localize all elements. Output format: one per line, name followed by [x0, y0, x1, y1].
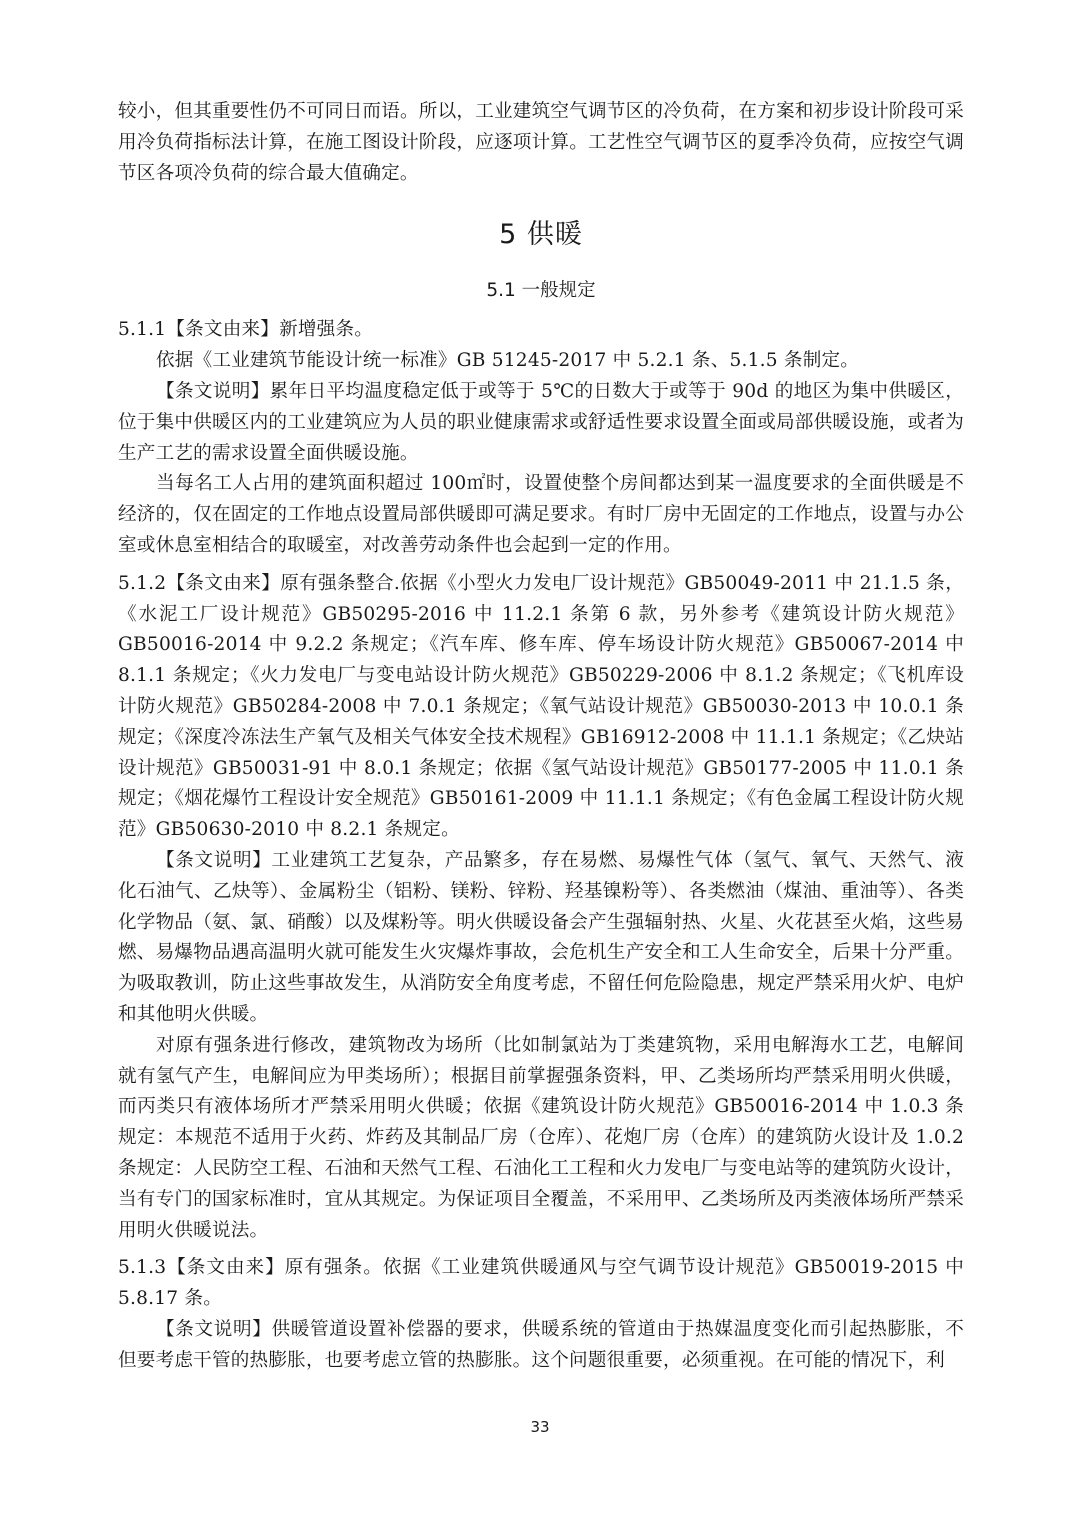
page-body [118, 97, 964, 1376]
clause-5-1-1-explanation: 【条文说明】累年日平均温度稳定低于或等于 5℃的日数大于或等于 90d 的地区为集中供暖区，位于集中供暖区内的工业建筑应为人员的职业健康需求或舒适性要求设置全面或局部供暖设施，或者为生产工艺的需求设置全面供暖设施。 [118, 380, 964, 464]
clause-5-1-3-explanation: 【条文说明】供暖管道设置补偿器的要求，供暖系统的管道由于热媒温度变化而引起热膨胀，不但要考虑干管的热膨胀，也要考虑立管的热膨胀。这个问题很重要，必须重视。在可能的情况下，利 [118, 1318, 964, 1371]
section-title: 5.1 一般规定 [486, 280, 596, 302]
clause-5-1-2-origin: 5.1.2【条文由来】原有强条整合.依据《小型火力发电厂设计规范》GB50049-2011 中 21.1.5 条，《水泥工厂设计规范》GB50295-2016 中 11.2.1 条第 6 款，另外参考《建筑设计防火规范》GB50016-2014 中 9.2.2 条规定；《汽车库、修车库、停车场设计防火规范》GB50067-2014 中 8.1.1 条规定；《火力发电厂与变电站设计防火规范》GB50229-2006 中 8.1.2 条规定；《飞机库设计防火规范》GB50284-2008 中 7.0.1 条规定；《氧气站设计规范》GB50030-2013 中 10.0.1 条规定；《深度冷冻法生产氧气及相关气体安全技术规程》GB16912-2008 中 11.1.1 条规定；《乙炔站设计规范》GB50031-91 中 8.0.1 条规定；依据《氢气站设计规范》GB50177-2005 中 11.0.1 条规定；《烟花爆竹工程设计安全规范》GB50161-2009 中 11.1.1 条规定；《有色金属工程设计防火规范》GB50630-2010 中 8.2.1 条规定。 [118, 572, 964, 841]
continuation-paragraph: 较小，但其重要性仍不可同日而语。所以，工业建筑空气调节区的冷负荷，在方案和初步设计阶段可采用冷负荷指标法计算，在施工图设计阶段，应逐项计算。工艺性空气调节区的夏季冷负荷，应按空气调节区各项冷负荷的综合最大值确定。 [118, 101, 964, 184]
clause-5-1-2-paragraph: 对原有强条进行修改，建筑物改为场所（比如制氯站为丁类建筑物，采用电解海水工艺，电解间就有氢气产生，电解间应为甲类场所）；根据目前掌握强条资料，甲、乙类场所均严禁采用明火供暖，而丙类只有液体场所才严禁采用明火供暖；依据《建筑设计防火规范》GB50016-2014 中 1.0.3 条规定：本规范不适用于火药、炸药及其制品厂房（仓库）、花炮厂房（仓库）的建筑防火设计及 1.0.2 条规定：人民防空工程、石油和天然气工程、石油化工工程和火力发电厂与变电站等的建筑防火设计，当有专门的国家标准时，宜从其规定。为保证项目全覆盖，不采用甲、乙类场所及丙类液体场所严禁采用明火供暖说法。 [118, 1034, 964, 1241]
page-number: 33 [530, 1418, 550, 1436]
clause-5-1-1-paragraph: 当每名工人占用的建筑面积超过 100㎡时，设置使整个房间都达到某一温度要求的全面供暖是不经济的，仅在固定的工作地点设置局部供暖即可满足要求。有时厂房中无固定的工作地点，设置与办公室或休息室相结合的取暖室，对改善劳动条件也会起到一定的作用。 [118, 473, 964, 556]
clause-5-1-1-origin: 5.1.1【条文由来】新增强条。 [118, 319, 374, 341]
clause-5-1-1-basis: 依据《工业建筑节能设计统一标准》GB 51245-2017 中 5.2.1 条、5.1.5 条制定。 [156, 350, 860, 372]
clause-5-1-2-explanation: 【条文说明】工业建筑工艺复杂，产品繁多，存在易燃、易爆性气体（氢气、氧气、天然气、液化石油气、乙炔等）、金属粉尘（铝粉、镁粉、锌粉、羟基镍粉等）、各类燃油（煤油、重油等）、各类化学物品（氨、氯、硝酸）以及煤粉等。明火供暖设备会产生强辐射热、火星、火花甚至火焰，这些易燃、易爆物品遇高温明火就可能发生火灾爆炸事故，会危机生产安全和工人生命安全，后果十分严重。为吸取教训，防止这些事故发生，从消防安全角度考虑，不留任何危险隐患，规定严禁采用火炉、电炉和其他明火供暖。 [118, 849, 964, 1025]
chapter-title: 5 供暖 [499, 219, 583, 251]
clause-5-1-3-origin: 5.1.3【条文由来】原有强条。依据《工业建筑供暖通风与空气调节设计规范》GB50019-2015 中 5.8.17 条。 [118, 1257, 964, 1310]
